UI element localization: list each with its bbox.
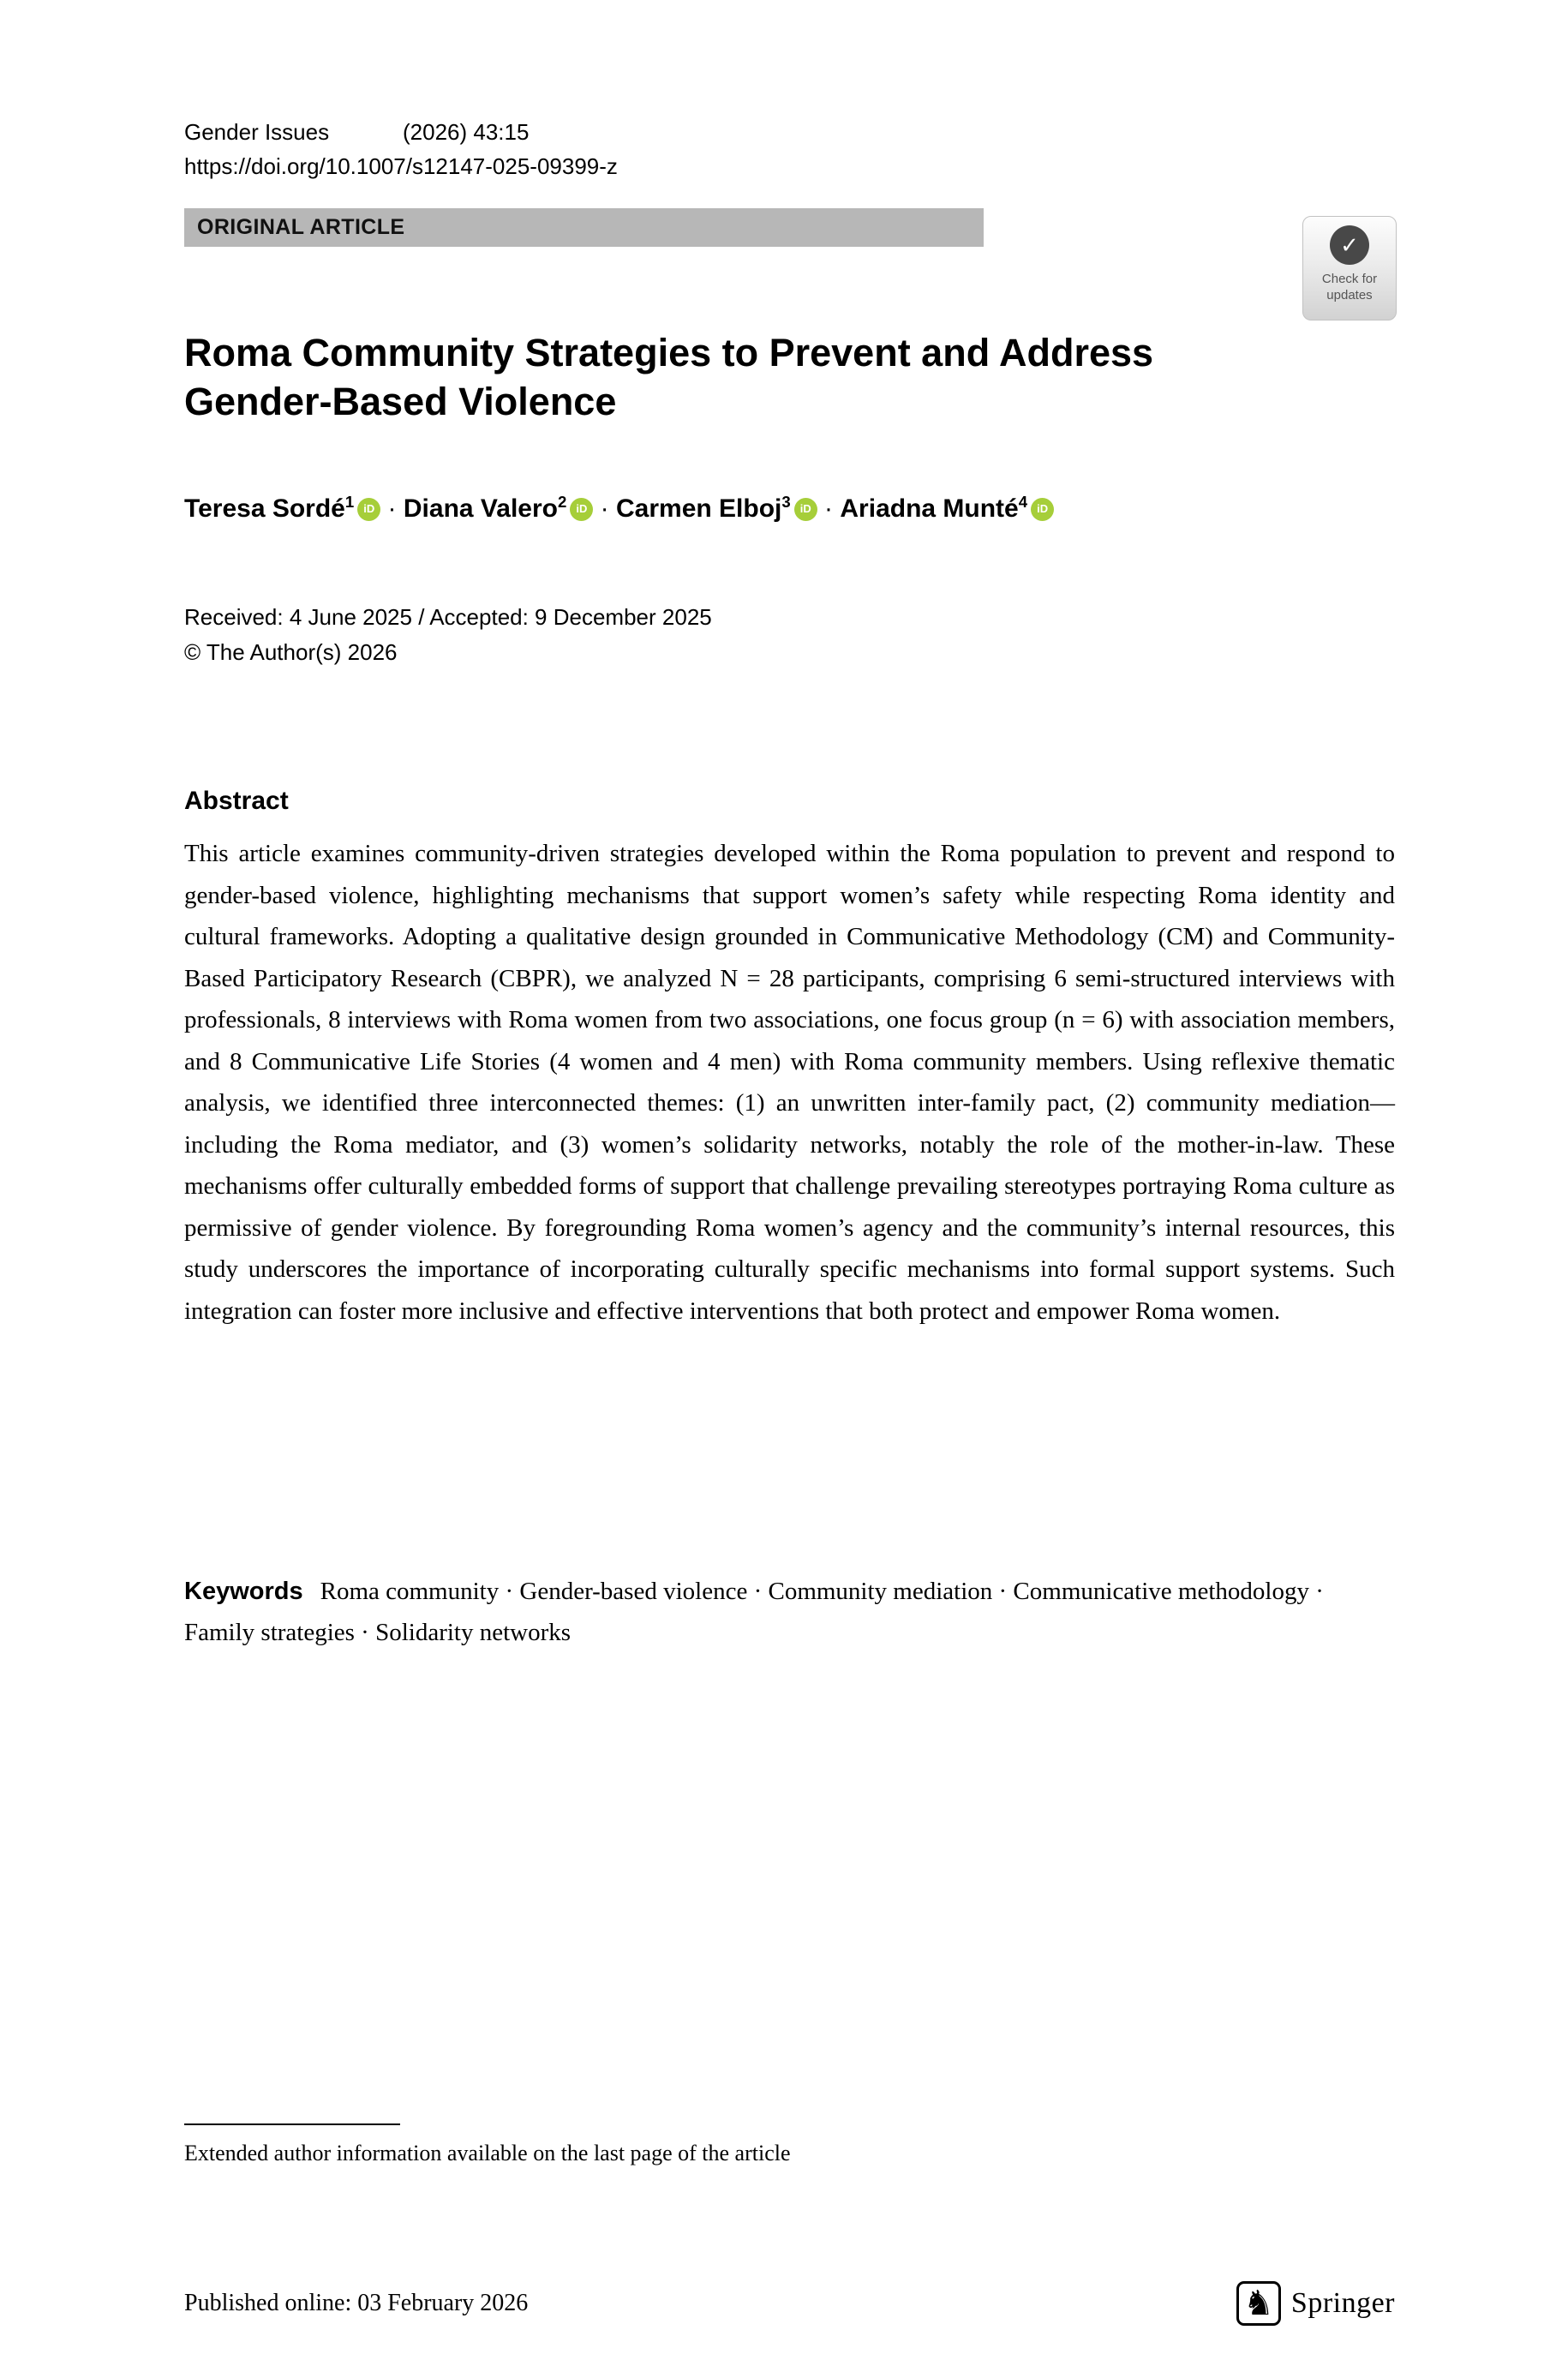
author-affiliation-mark: 2 — [557, 493, 567, 511]
article-type-banner: ORIGINAL ARTICLE — [184, 208, 984, 247]
orcid-icon[interactable]: iD — [1031, 498, 1054, 521]
doi-link[interactable]: https://doi.org/10.1007/s12147-025-09399-z — [184, 153, 618, 179]
crossmark-icon — [1330, 225, 1369, 265]
check-updates-label — [1322, 271, 1377, 303]
footnote-rule — [184, 2123, 400, 2125]
author-separator: · — [380, 494, 404, 523]
publisher-name: Springer — [1290, 2287, 1395, 2319]
keywords-block — [184, 1571, 1395, 1653]
copyright-line: © The Author(s) 2026 — [184, 639, 398, 665]
horse-glyph: ♞ — [1242, 2284, 1274, 2322]
author-separator: · — [593, 494, 616, 523]
footer-row — [184, 2269, 1395, 2338]
check-icon: ✓ — [1340, 231, 1359, 258]
author-name: Carmen Elboj$^3$ iD — [616, 494, 817, 523]
orcid-icon[interactable]: iD — [570, 498, 593, 521]
keywords-label: Keywords — [184, 1578, 303, 1605]
orcid-icon[interactable]: iD — [357, 498, 380, 521]
check-updates-line1: Check for — [1321, 272, 1378, 286]
springer-logo — [1236, 2281, 1395, 2326]
article-title: Roma Community Strategies to Prevent and Address Gender-Based Violence — [184, 331, 1154, 423]
journal-citation: (2026) 43:15 — [403, 119, 530, 145]
author-name: Teresa Sordé$^1$ iD — [184, 494, 380, 523]
article-dates — [184, 600, 712, 670]
springer-horse-icon — [1236, 2281, 1281, 2326]
journal-line — [184, 115, 618, 149]
author-affiliation-mark: 4 — [1018, 493, 1028, 511]
author-affiliation-mark: 3 — [781, 493, 791, 511]
abstract-text: This article examines community-driven strategies developed within the Roma population to prevent and respond to gender-based violence, highlighting mechanisms that support women’s safety while respecting Roma identity and cultural frameworks. Adopting a qualitative design grounded in Communicative Methodology (CM) and Community-Based Participatory Research (CBPR), we analyzed N = 28 participants, comprising 6 semi-structured interviews with professionals, 8 interviews with Roma women from two associations, one focus group (n = 6) with association members, and 8 Communicative Life Stories (4 women and 4 men) with Roma community members. Using reflexive thematic analysis, we identified three interconnected themes: (1) an unwritten inter-family pact, (2) community mediation—including the Roma mediator, and (3) women’s solidarity networks, notably the role of the mother-in-law. These mechanisms offer culturally embedded forms of support that challenge prevailing stereotypes portraying Roma culture as permissive of gender violence. By foregrounding Roma women’s agency and the community’s internal resources, this study underscores the importance of incorporating culturally specific mechanisms into formal support systems. Such integration can foster more inclusive and effective interventions that both protect and empower Roma women. — [184, 840, 1395, 1325]
author-affiliation-mark: 1 — [344, 493, 355, 511]
abstract-heading: Abstract — [184, 787, 289, 815]
keyword-list: Roma community · Gender-based violence · Community mediation · Communicative methodology · Family strategies · Solidarity networks — [184, 1578, 1324, 1646]
masthead — [184, 115, 618, 183]
received-accepted: Received: 4 June 2025 / Accepted: 9 December 2025 — [184, 604, 712, 630]
check-updates-badge[interactable] — [1302, 216, 1397, 320]
published-online: Published online: 03 February 2026 — [184, 2290, 529, 2316]
author-name: Ariadna Munté$^4$ iD — [840, 494, 1054, 523]
author-separator: · — [817, 494, 841, 523]
check-updates-line2: updates — [1326, 288, 1373, 302]
orcid-icon[interactable]: iD — [794, 498, 817, 521]
author-name: Diana Valero$^2$ iD — [404, 494, 593, 523]
author-info-footnote: Extended author information available on the last page of the article — [184, 2141, 791, 2165]
journal-name: Gender Issues — [184, 119, 330, 145]
author-list — [184, 485, 1395, 526]
